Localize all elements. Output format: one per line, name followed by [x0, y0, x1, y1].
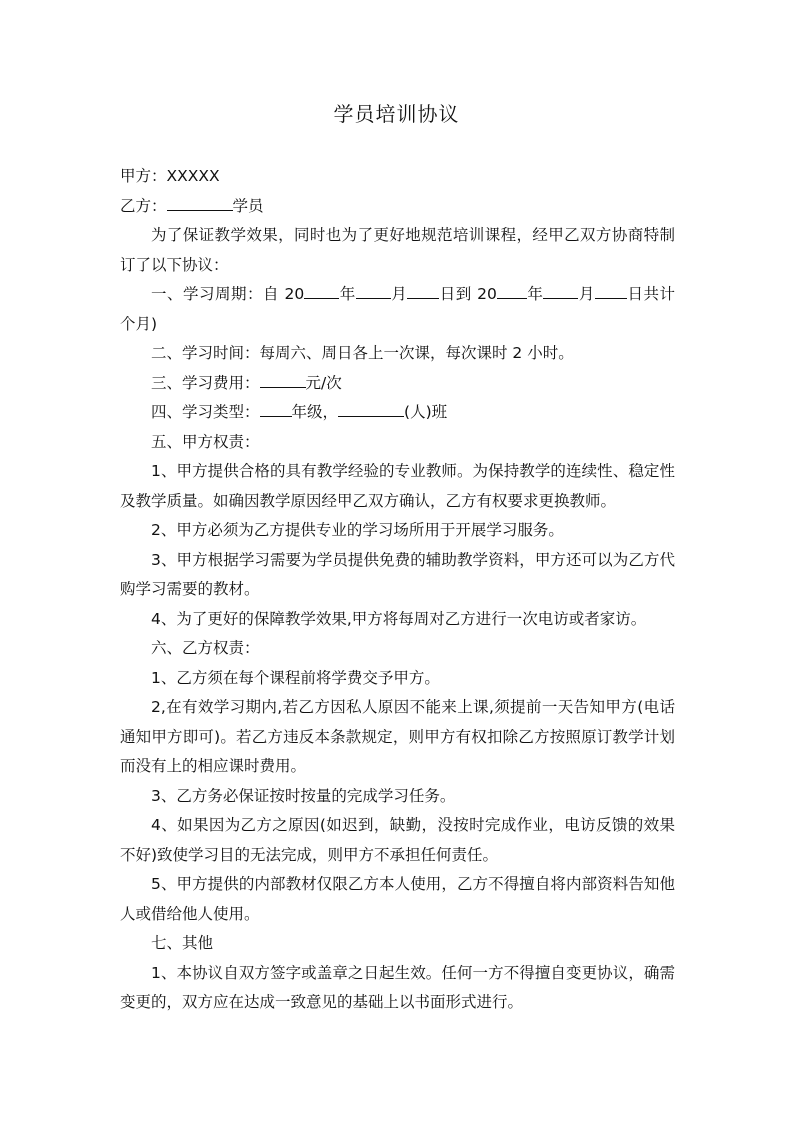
clause: 3、甲方根据学习需要为学员提供免费的辅助教学资料，甲方还可以为乙方代购学习需要的教材。 [120, 550, 675, 598]
term-text: 个月) [120, 314, 158, 333]
clause: 3、乙方务必保证按时按量的完成学习任务。 [151, 786, 456, 805]
fee-suffix: 元/次 [305, 373, 342, 392]
clause: 1、乙方须在每个课程前将学费交予甲方。 [151, 668, 440, 687]
end-month-blank [543, 283, 578, 299]
class-type-mid: 年级， [291, 403, 339, 421]
fee-blank [260, 372, 306, 388]
start-month-blank [356, 283, 391, 299]
term-paragraph [120, 280, 675, 339]
class-size-blank [338, 401, 404, 417]
fee-paragraph [120, 369, 675, 399]
clause: 1、本协议自双方签字或盖章之日起生效。任何一方不得擅自变更协议，确需变更的，双方应在达成一致意见的基础上以书面形式进行。 [120, 963, 675, 1011]
term-label: 一、学习周期：自 20 [151, 285, 305, 303]
clause: 2,在有效学习期内,若乙方因私人原因不能来上课,须提前一天告知甲方(电话通知甲方即可)。若乙方违反本条款规定，则甲方有权扣除乙方按照原订教学计划而没有上的相应课时费用。 [120, 698, 675, 775]
clause: 5、甲方提供的内部教材仅限乙方本人使用，乙方不得擅自将内部资料告知他人或借给他人使用。 [120, 875, 675, 923]
grade-blank [260, 401, 292, 417]
party-b-line [120, 192, 675, 222]
start-day-blank [407, 283, 439, 299]
party-b-prefix: 乙方： [120, 196, 167, 215]
clause: 4、为了更好的保障教学效果,甲方将每周对乙方进行一次电访或者家访。 [151, 609, 647, 628]
term-text: 日共计 [626, 285, 675, 303]
section-heading: 七、其他 [151, 934, 214, 952]
intro-paragraph: 为了保证教学效果，同时也为了更好地规范培训课程，经甲乙双方协商特制订了以下协议： [120, 226, 675, 274]
party-a-line: 甲方：XXXXX [120, 167, 220, 185]
section-heading: 五、甲方权责： [151, 432, 260, 451]
clause: 4、如果因为乙方之原因(如迟到，缺勤，没按时完成作业，电访反馈的效果不好)致使学习目的无法完成，则甲方不承担任何责任。 [120, 816, 675, 864]
term-text: 日到 20 [439, 285, 497, 303]
class-type-label: 四、学习类型： [151, 403, 260, 421]
clause: 1、甲方提供合格的具有教学经验的专业教师。为保持教学的连续性、稳定性及教学质量。如确因教学原因经甲乙双方确认，乙方有权要求更换教师。 [120, 462, 675, 510]
class-type-paragraph [120, 398, 675, 428]
term-text: 年 [339, 285, 356, 303]
section-heading: 六、乙方权责： [151, 639, 260, 657]
term-text: 月 [578, 285, 595, 303]
end-year-blank [497, 283, 527, 299]
term-text: 年 [526, 285, 544, 303]
start-year-blank [304, 283, 339, 299]
term-text: 月 [390, 285, 408, 303]
fee-label: 三、学习费用： [151, 373, 260, 392]
student-name-blank [167, 195, 233, 211]
document-body [120, 162, 675, 1018]
schedule-paragraph: 二、学习时间：每周六、周日各上一次课，每次课时 2 小时。 [151, 344, 574, 362]
document-title: 学员培训协议 [333, 102, 460, 126]
clause: 2、甲方必须为乙方提供专业的学习场所用于开展学习服务。 [151, 521, 564, 539]
end-day-blank [595, 283, 627, 299]
party-b-suffix: 学员 [232, 196, 264, 215]
class-type-suffix: (人)班 [404, 403, 448, 421]
